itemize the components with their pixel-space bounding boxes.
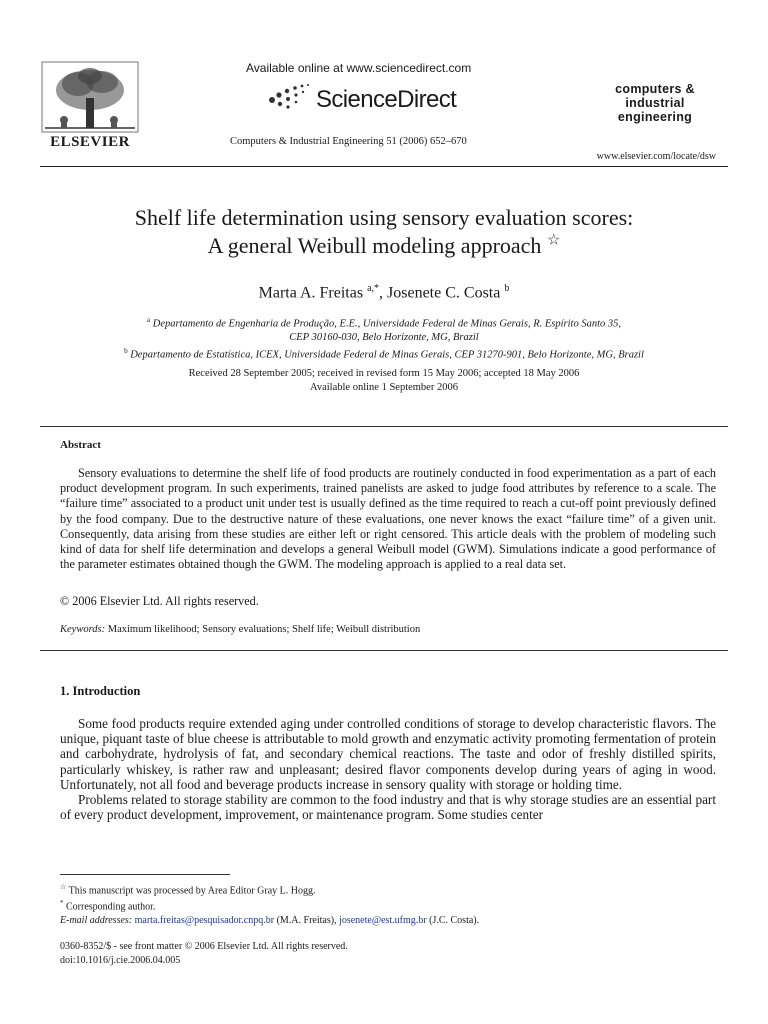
header-divider bbox=[40, 166, 728, 167]
footnote-corresponding bbox=[60, 897, 479, 913]
affiliations bbox=[50, 314, 718, 362]
article-history bbox=[40, 367, 728, 395]
sciencedirect-wordmark: ScienceDirect bbox=[316, 86, 457, 113]
footnote-mark: * bbox=[60, 899, 64, 908]
journal-logo-line: engineering bbox=[617, 110, 693, 124]
body-paragraph: Problems related to storage stability are common to the food industry and that is why storage studies are an essential part of every product development, improvement, or maintenance program. Some studies center bbox=[60, 792, 716, 823]
author-separator: , bbox=[379, 284, 388, 302]
affiliation-text: Departamento de Estatística, ICEX, Universidade Federal de Minas Gerais, CEP 31270-901, Belo Horizonte, MG, Brazil bbox=[130, 349, 644, 360]
email-label: E-mail addresses: bbox=[60, 914, 133, 926]
author-list bbox=[40, 283, 728, 302]
affiliation-b bbox=[50, 345, 718, 362]
keywords bbox=[60, 624, 420, 635]
title-footnote-star[interactable]: ☆ bbox=[546, 232, 561, 249]
abstract-paragraph: Sensory evaluations to determine the shelf life of food products are routinely conducted in food experimentation as a part of each product development program. In such experiments, trained panelists are asked to judge food attributes by reference to a scale. The “failure time” associated to a product unit under test is usually defined as the time required to reach a cut-off point previously defined by the food company. Due to the destructive nature of these evaluations, one never knows the exact “failure time” of a given unit. Consequently, data arising from these studies are either left or right censored. This article deals with the problem of modeling such kind of data for shelf life determination and develops a general Weibull model (GWM). Simulations indicate a good performance of the parameter estimates obtained though the GWM. The modeling approach is applied to a real data set. bbox=[60, 466, 716, 572]
footnote-mark: ☆ bbox=[60, 883, 67, 891]
affiliation-a bbox=[50, 314, 718, 331]
introduction-body bbox=[60, 716, 716, 822]
body-paragraph: Some food products require extended aging under controlled conditions of storage to develop characteristic flavors. The unique, piquant taste of blue cheese is attributable to mold growth and enzymatic activity promoting fermentation of protein and carbohydrate, hydrolysis of fat, and secondary chemical reactions. The taste and odor of freshly distilled spirits, particularly whiskey, is rather raw and unpleasant; desired flavor components develop during years of aging in wood. Unfortunately, not all food and beverage products increase in sensory quality with storage or holding time. bbox=[60, 716, 716, 792]
footnotes bbox=[60, 881, 479, 927]
email-owner: (J.C. Costa). bbox=[429, 914, 480, 926]
email-link[interactable]: josenete@est.ufmg.br bbox=[339, 914, 427, 926]
author-name: Marta A. Freitas bbox=[258, 284, 364, 302]
doi-line[interactable]: doi:10.1016/j.cie.2006.04.005 bbox=[60, 955, 181, 966]
footnote-rule bbox=[60, 874, 230, 875]
journal-logo-line: computers & bbox=[615, 82, 695, 96]
issn-line: 0360-8352/$ - see front matter © 2006 Elsevier Ltd. All rights reserved. bbox=[60, 941, 348, 952]
email-owner: (M.A. Freitas), bbox=[276, 914, 337, 926]
author-affiliation-mark[interactable]: b bbox=[504, 283, 510, 294]
abstract-copyright: © 2006 Elsevier Ltd. All rights reserved. bbox=[60, 594, 259, 608]
affiliation-mark: a bbox=[147, 316, 151, 324]
footnote-text: This manuscript was processed by Area Editor Gray L. Hogg. bbox=[68, 885, 316, 897]
affiliation-text: Departamento de Engenharia de Produção, E.E., Universidade Federal de Minas Gerais, R. Espírito Santo 35, bbox=[152, 318, 621, 330]
affiliation-mark: b bbox=[124, 346, 128, 355]
footnote-text: Corresponding author. bbox=[66, 901, 156, 913]
received-dates: Received 28 September 2005; received in revised form 15 May 2006; accepted 18 May 2006 bbox=[188, 368, 580, 379]
journal-logo-line: industrial bbox=[625, 96, 685, 110]
title-line: A general Weibull modeling approach bbox=[207, 233, 542, 258]
sciencedirect-dots-icon bbox=[266, 82, 310, 112]
journal-logo bbox=[588, 82, 722, 124]
available-online-text: Available online at www.sciencedirect.com bbox=[246, 61, 472, 75]
abstract-text bbox=[60, 466, 716, 572]
author-name: Josenete C. Costa bbox=[387, 284, 501, 302]
abstract-heading: Abstract bbox=[60, 439, 101, 451]
available-online-date: Available online 1 September 2006 bbox=[310, 382, 458, 393]
footnote-editor bbox=[60, 881, 479, 897]
article-title bbox=[40, 204, 728, 260]
author-affiliation-mark[interactable]: a,* bbox=[367, 283, 380, 294]
front-matter bbox=[60, 940, 348, 968]
keywords-label: Keywords: bbox=[60, 624, 106, 635]
title-line-2-wrap bbox=[40, 232, 728, 260]
title-line: Shelf life determination using sensory evaluation scores: bbox=[134, 205, 634, 230]
publisher-name: ELSEVIER bbox=[50, 134, 130, 150]
journal-reference: Computers & Industrial Engineering 51 (2006) 652–670 bbox=[230, 136, 467, 147]
affiliation-text: CEP 30160-030, Belo Horizonte, MG, Brazil bbox=[289, 332, 479, 343]
abstract-top-rule bbox=[40, 426, 728, 427]
keywords-list: Maximum likelihood; Sensory evaluations; Shelf life; Weibull distribution bbox=[107, 624, 421, 635]
journal-url[interactable]: www.elsevier.com/locate/dsw bbox=[596, 151, 716, 162]
abstract-bottom-rule bbox=[40, 650, 728, 651]
footnote-emails bbox=[60, 914, 479, 927]
email-link[interactable]: marta.freitas@pesquisador.cnpq.br bbox=[134, 914, 275, 926]
section-heading: 1. Introduction bbox=[60, 684, 141, 698]
